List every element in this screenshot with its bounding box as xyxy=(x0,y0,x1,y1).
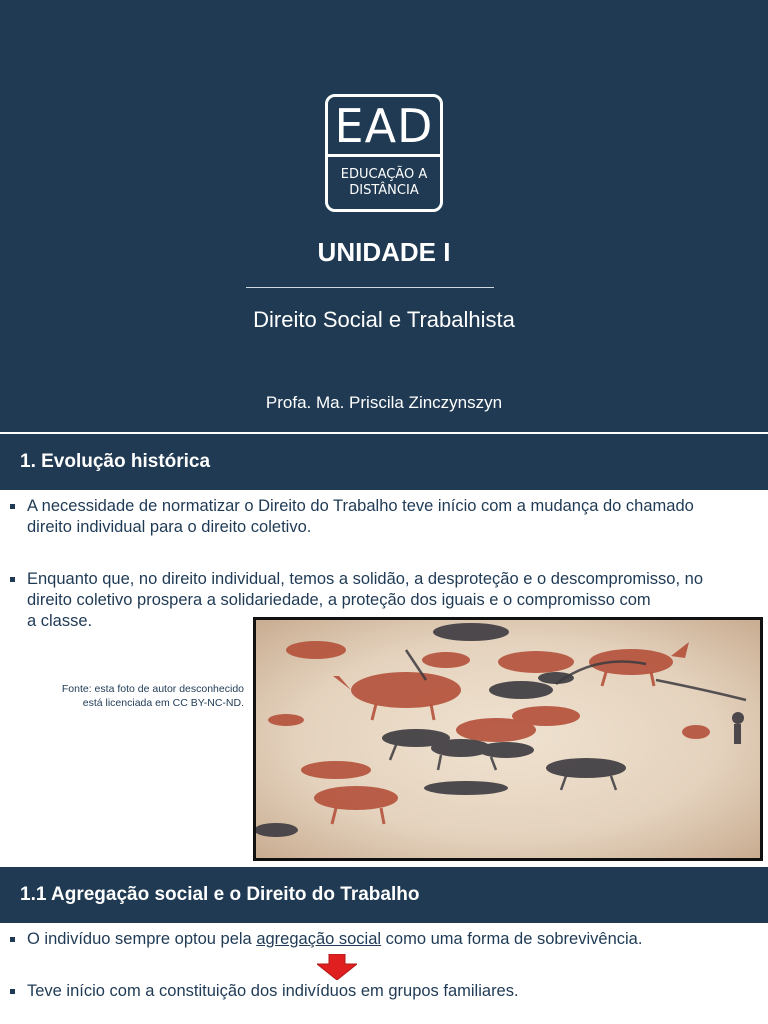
course-subtitle: Direito Social e Trabalhista xyxy=(253,307,515,332)
caption-line: está licenciada em CC BY-NC-ND. xyxy=(82,697,244,709)
text-after-link: como uma forma de sobrevivência. xyxy=(381,930,643,948)
logo-line-1: EDUCAÇÃO A xyxy=(340,167,428,182)
bullet-line: direito individual para o direito coletivo. xyxy=(27,518,312,536)
bullet-line: Teve início com a constituição dos indivíduos em grupos familiares. xyxy=(27,982,519,1000)
caption-line: Fonte: esta foto de autor desconhecido xyxy=(61,683,244,695)
cover-slide xyxy=(0,0,768,432)
bullet-line: A necessidade de normatizar o Direito do Trabalho teve início com a mudança do chamado xyxy=(27,497,694,515)
logo-main-text: EAD xyxy=(328,97,440,157)
title-divider xyxy=(246,287,494,288)
bullet-line: direito coletivo prospera a solidariedade, a proteção dos iguais e o compromisso com xyxy=(27,591,651,609)
ead-logo xyxy=(325,94,443,212)
bullet-line xyxy=(27,929,760,950)
bullet-item xyxy=(10,929,760,950)
agregacao-social-link[interactable]: agregação social xyxy=(256,930,382,948)
section-header-evolucao xyxy=(0,434,768,490)
cave-painting-illustration xyxy=(256,620,760,858)
bullet-item xyxy=(10,496,760,538)
section-title: 1.1 Agregação social e o Direito do Trabalho xyxy=(20,884,420,905)
section-title: 1. Evolução histórica xyxy=(20,451,211,472)
down-arrow-icon xyxy=(317,954,357,980)
section-header-agregacao xyxy=(0,867,768,923)
bullet-line: Enquanto que, no direito individual, temos a solidão, a desproteção e o descompromisso, no xyxy=(27,570,704,588)
bullet-square-icon xyxy=(10,937,15,942)
bullet-item xyxy=(10,981,760,1002)
bullet-line: a classe. xyxy=(27,612,93,630)
author-name: Profa. Ma. Priscila Zinczynszyn xyxy=(265,393,503,412)
text-before-link: O indivíduo sempre optou pela xyxy=(27,930,257,948)
bullet-square-icon xyxy=(10,577,15,582)
unit-title: UNIDADE I xyxy=(317,237,451,267)
cave-painting-image xyxy=(253,617,763,861)
bullet-square-icon xyxy=(10,989,15,994)
image-caption xyxy=(20,682,244,710)
logo-line-2: DISTÂNCIA xyxy=(349,183,419,198)
bullet-square-icon xyxy=(10,504,15,509)
logo-subtitle xyxy=(328,157,440,209)
